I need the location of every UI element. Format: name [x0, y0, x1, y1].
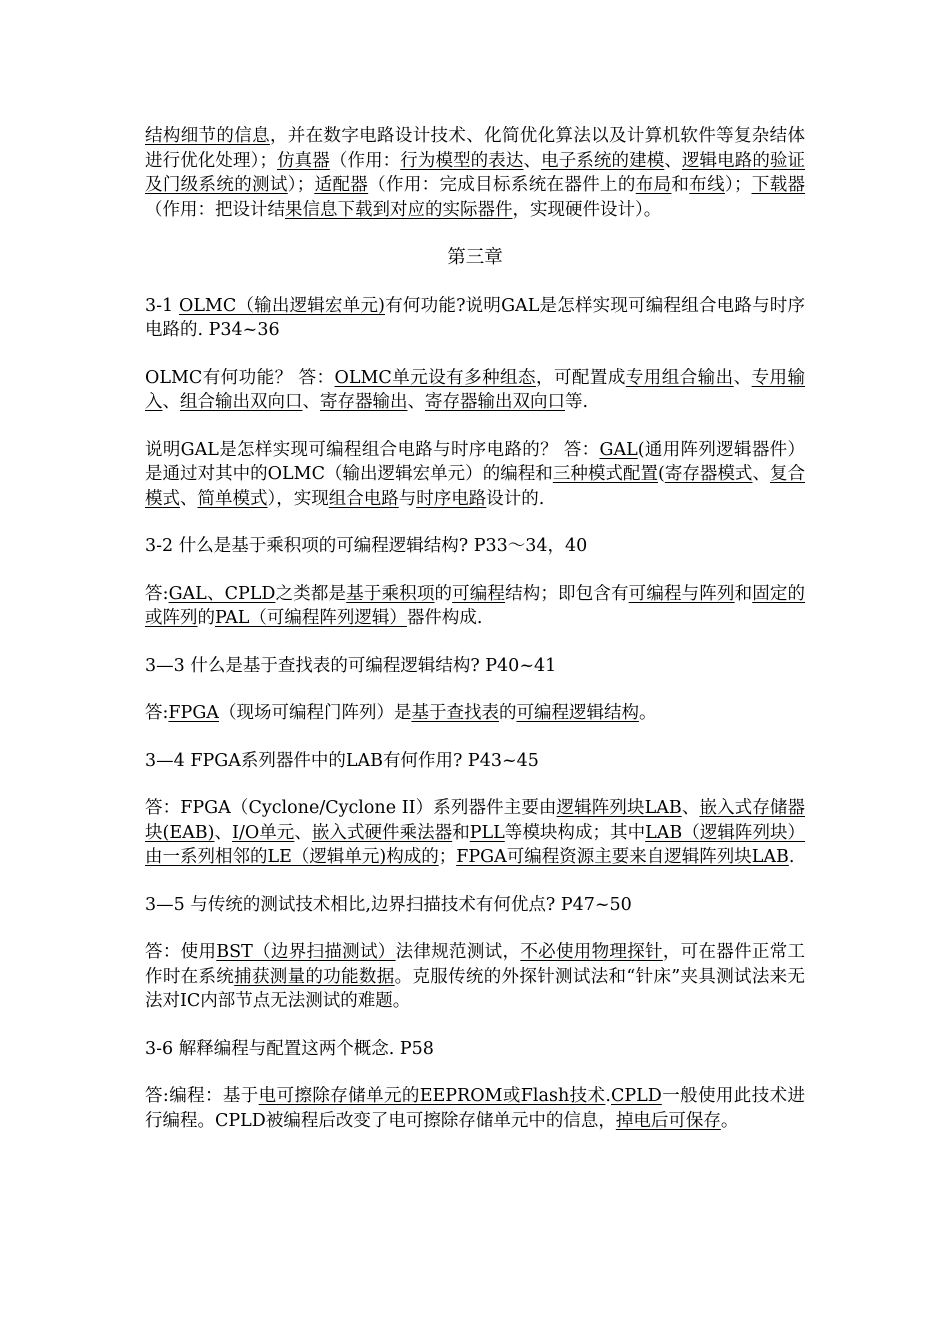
text: 、: [752, 464, 770, 484]
text: 、: [302, 392, 320, 412]
underlined-text: 时序电路: [416, 488, 487, 509]
underlined-text: 布局: [635, 175, 672, 195]
text: ），实现: [267, 488, 329, 509]
underlined-text: 简单模式: [197, 488, 268, 509]
underlined-text: 嵌入式硬件乘法器: [311, 822, 453, 843]
text: (: [657, 464, 665, 484]
answer-3-6: [145, 1084, 805, 1133]
text: 答:: [145, 583, 169, 604]
text: (通用阵列逻辑器件）是通过对其中的OLMC（输出逻辑宏单元）的编程和: [145, 439, 805, 484]
underlined-text: 专用组合输出: [625, 367, 734, 388]
text: 设计的.: [486, 488, 545, 509]
underlined-text: 结构细节的信息: [145, 126, 270, 146]
answer-3-4: [145, 796, 805, 870]
underlined-text: 基于查找表: [411, 703, 499, 723]
text: ，并在数字电路设计技术、化简优化算法以及计算机软件等复杂结体进行优化处理）；: [145, 126, 806, 171]
text: （现场可编程门阵列）是: [218, 703, 412, 723]
text: .: [605, 1086, 611, 1106]
text: 之类都是: [275, 583, 347, 604]
underlined-text: 组合输出双向口: [180, 392, 303, 412]
underlined-text: 可编程逻辑结构: [516, 703, 639, 723]
text: （作用：把设计结: [145, 199, 285, 220]
intro-paragraph: [145, 124, 805, 222]
text: 答:: [145, 703, 169, 723]
question-3-3: 3—3 什么是基于查找表的可编程逻辑结构? P40~41: [145, 655, 557, 676]
answer-3-2: [145, 582, 805, 631]
underlined-text: BST（边界扫描测试）: [216, 942, 396, 962]
underlined-text: GAL、CPLD: [168, 583, 276, 604]
question-3-1: [145, 294, 805, 343]
text: 与: [398, 488, 417, 509]
underlined-text: 下载器: [751, 175, 806, 195]
text: ；: [438, 847, 457, 867]
underlined-text: 可编程: [452, 583, 506, 604]
underlined-text: PLL: [469, 822, 505, 843]
text: 说明GAL是怎样实现可编程组合电路与时序电路的？ 答：: [145, 439, 600, 460]
text: 3-1: [145, 295, 179, 316]
question-3-6: 3-6 解释编程与配置这两个概念. P58: [145, 1038, 434, 1059]
underlined-text: I/O单元: [232, 822, 295, 843]
text: OLMC有何功能？ 答：: [145, 367, 335, 388]
answer-3-3: [145, 701, 805, 726]
underlined-text: 适配器: [314, 175, 369, 195]
underlined-text: 复合模式: [145, 464, 806, 509]
text: .: [788, 847, 795, 867]
underlined-text: 不必使用物理探针: [520, 942, 663, 962]
underlined-text: 寄存器输出双向口: [425, 392, 565, 412]
answer-3-1-part2: [145, 438, 805, 512]
text: 有何功能?说明GAL是怎样实现可编程组合电路与时序电路的. P34~36: [145, 295, 806, 340]
text: 。: [720, 1110, 739, 1131]
text: 答:编程：基于: [145, 1086, 259, 1106]
text: 、: [733, 367, 752, 388]
underlined-text: 仿真器: [276, 150, 330, 171]
question-3-2: 3-2 什么是基于乘积项的可编程逻辑结构? P33～34，40: [145, 536, 588, 556]
underlined-text: 嵌入式存储器块(EAB): [145, 798, 806, 843]
underlined-text: 果信息下载到对应的实际器件: [285, 199, 513, 220]
document-body: [145, 124, 805, 1156]
text: 。: [638, 703, 657, 723]
text: 和: [452, 822, 470, 843]
text: 一般使用此技术进行编程。CPLD被编程后改变了电可擦除存储单元中的信息，: [145, 1086, 805, 1131]
underlined-text: 基于乘积项: [346, 583, 435, 604]
text: （作用：完成目标系统在器件上的: [368, 175, 636, 195]
underlined-text: GAL: [599, 439, 638, 460]
underlined-text: 三种模式配置: [552, 464, 658, 484]
text: 答：FPGA（Cyclone/Cyclone II）系列器件主要由: [145, 798, 557, 818]
underlined-text: 组合电路: [328, 488, 399, 509]
chapter-heading: 第三章: [447, 247, 503, 268]
text: 、: [407, 392, 425, 412]
underlined-text: 电子系统的建模: [541, 150, 665, 171]
text: 器件构成.: [406, 608, 483, 628]
underlined-text: PAL（可编程阵列逻辑）: [215, 608, 407, 628]
text: 、: [681, 798, 700, 818]
underlined-text: 专用输入: [145, 367, 806, 412]
text: 。克服传统的外探针测试法和“针床”夹具测试法来无法对IC内部节点无法测试的难题。: [145, 966, 806, 1011]
text: （作用：: [329, 150, 401, 171]
underlined-text: FPGA可编程资源主要来自逻辑阵列块LAB: [456, 847, 789, 867]
text: ）；: [287, 175, 315, 195]
text: 、: [294, 822, 312, 843]
text: 和: [734, 583, 753, 604]
underlined-text: 电可擦除存储单元的EEPROM或Flash技术: [258, 1086, 606, 1106]
underlined-text: 布线: [689, 175, 725, 195]
text: 的: [498, 703, 517, 723]
text: 等模块构成；其中: [504, 822, 646, 843]
text: 、: [523, 150, 542, 171]
underlined-text: OLMC（输出逻辑宏单元): [178, 295, 385, 316]
underlined-text: FPGA: [168, 703, 219, 723]
text: 的: [197, 608, 215, 628]
text: 法律规范测试，: [395, 942, 521, 962]
text: 和: [671, 175, 690, 195]
question-3-5: 3—5 与传统的测试技术相比,边界扫描技术有何优点? P47~50: [145, 894, 632, 915]
text: 的: [434, 583, 453, 604]
underlined-text: OLMC单元设有多种组态: [334, 367, 536, 388]
question-3-4: 3—4 FPGA系列器件中的LAB有何作用? P43~45: [145, 750, 539, 771]
underlined-text: CPLD: [610, 1086, 662, 1106]
underlined-text: 寄存器模式: [664, 464, 753, 484]
underlined-text: 掉电后可保存: [615, 1110, 721, 1131]
text: ，可在器件正常工作时在系统: [145, 942, 806, 987]
text: 结构；即包含有: [505, 583, 629, 604]
underlined-text: 捕获测量的功能数据: [234, 966, 395, 987]
underlined-text: 行为模型的表达: [400, 150, 524, 171]
text: 、: [180, 488, 198, 509]
underlined-text: 寄存器输出: [320, 392, 408, 412]
text: ，可配置成: [536, 367, 626, 388]
text: ）；: [724, 175, 752, 195]
text: 答：使用: [145, 942, 217, 962]
underlined-text: 可编程与阵列: [628, 583, 735, 604]
text: 、: [162, 392, 180, 412]
underlined-text: LAB（逻辑阵列块）由一系列相邻的LE（逻辑单元)构成的: [145, 822, 806, 867]
text: ，实现硬件设计）。: [512, 199, 662, 220]
underlined-text: 固定的或阵列: [145, 583, 806, 628]
answer-3-1-part1: [145, 366, 805, 415]
underlined-text: 逻辑电路的验证及门级系统的测试: [145, 150, 806, 195]
text: 、: [214, 822, 233, 843]
text: 、: [664, 150, 682, 171]
text: 等.: [565, 392, 589, 412]
underlined-text: 逻辑阵列块LAB: [556, 798, 682, 818]
answer-3-5: [145, 940, 805, 1014]
